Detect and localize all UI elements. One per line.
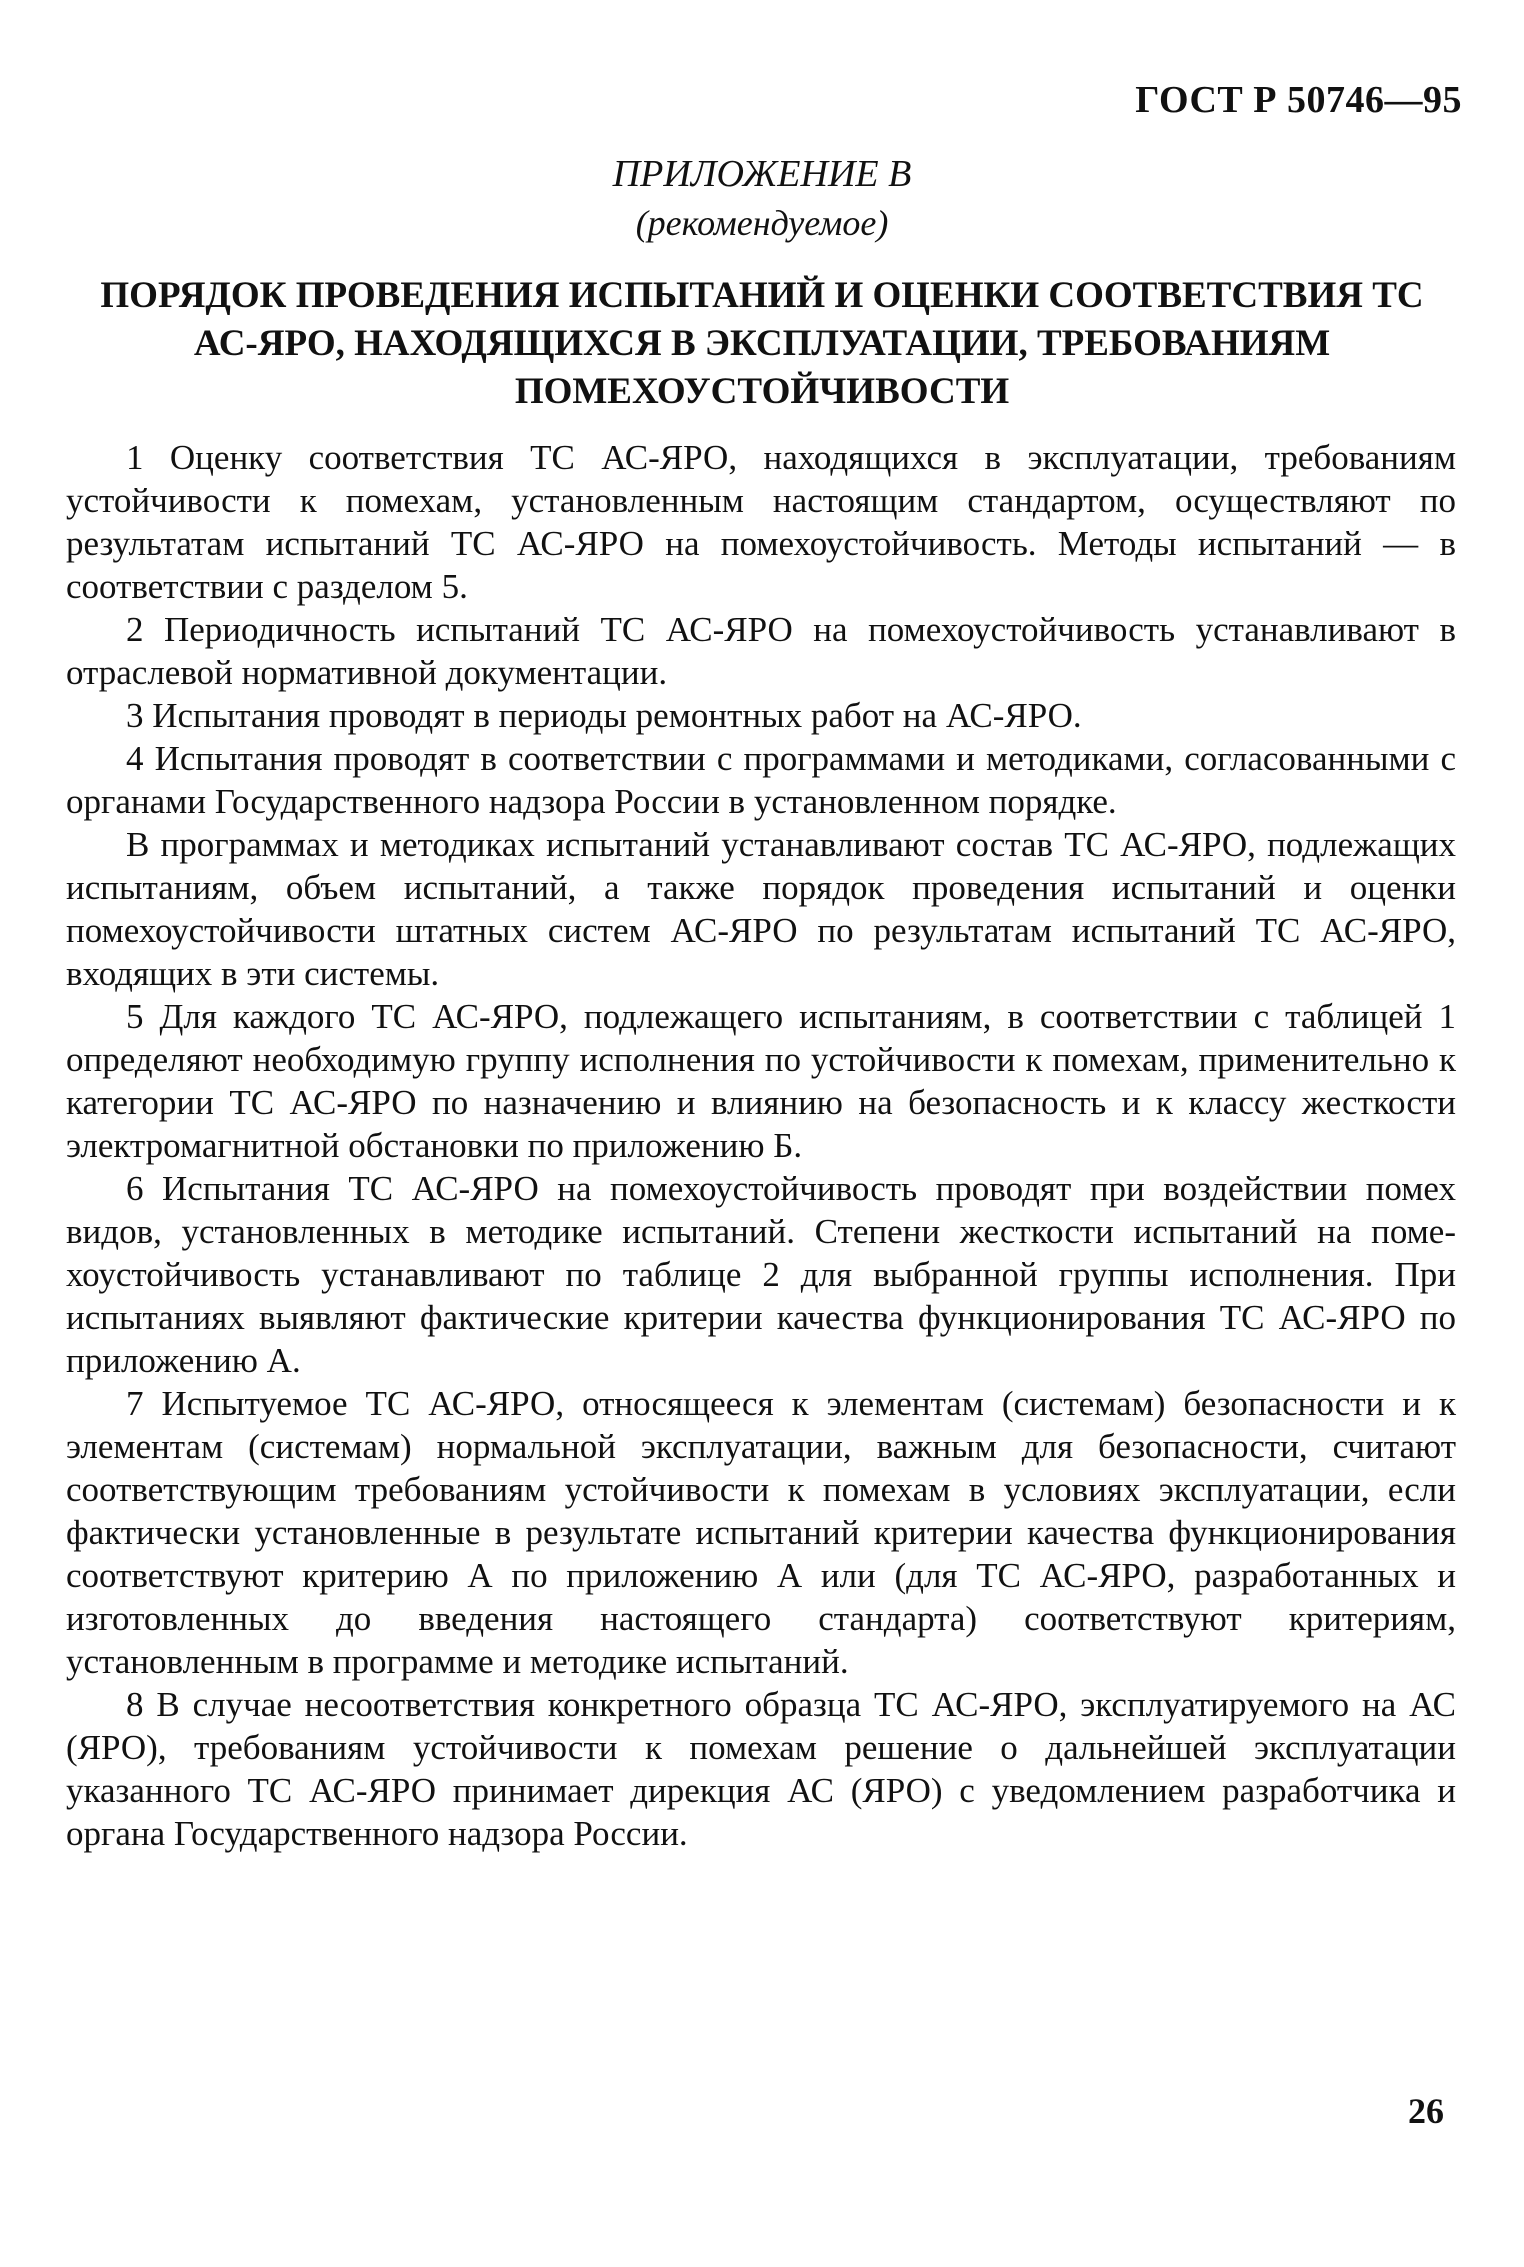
page-number: 26 <box>1408 2091 1444 2131</box>
section-title-line: ПОРЯДОК ПРОВЕДЕНИЯ ИСПЫТАНИЙ И ОЦЕНКИ СООТВЕТСТВИЯ ТС <box>100 275 1424 316</box>
section-title <box>90 272 1434 416</box>
paragraph-6: 6 Испытания ТС АС-ЯРО на помехоустойчивость проводят при воздействии помех видов, установленных в методике испытаний. Степени жесткости испытаний на помехоустойчивость устанавливают по таблице 2 для выбранной группы исполнения. При испытаниях выявляют фактические критерии качества функционирования ТС АС-ЯРО по приложению А. <box>66 1169 1456 1380</box>
paragraph-1: 1 Оценку соответствия ТС АС-ЯРО, находящихся в эксплуатации, требованиям устойчивости к помехам, установленным настоящим стандартом, осуществляют по результатам испытаний ТС АС-ЯРО на помехоустойчивость. Методы испытаний — в соответствии с разделом 5. <box>66 438 1456 606</box>
paragraph-7: 7 Испытуемое ТС АС-ЯРО, относящееся к элементам (системам) безопасности и к элементам (системам) нормальной эксплуатации, важным для безопасности, считают соответствующим требованиям устойчивости к помехам в условиях эксплуатации, если фактически установленные в результате испытаний критерии качества функционирования соответствуют критерию А по приложению А или (для ТС АС-ЯРО, разработанных и изготовленных до введения настоящего стандарта) соответствуют критериям, установленным в программе и методике испытаний. <box>66 1384 1456 1681</box>
document-code: ГОСТ Р 50746—95 <box>1135 79 1462 121</box>
section-title-line: АС-ЯРО, НАХОДЯЩИХСЯ В ЭКСПЛУАТАЦИИ, ТРЕБОВАНИЯМ <box>193 323 1331 364</box>
paragraph-5: 5 Для каждого ТС АС-ЯРО, подлежащего испытаниям, в соответствии с таблицей 1 определяют необходимую группу исполнения по устойчивости к помехам, применительно к категории ТС АС-ЯРО по назначению и влиянию на безопасность и к классу жесткости электромагнитной обстановки по приложению Б. <box>66 997 1456 1165</box>
paragraph-3: 3 Испытания проводят в периоды ремонтных работ на АС-ЯРО. <box>126 696 1082 735</box>
paragraph-4: 4 Испытания проводят в соответствии с программами и методиками, согласованными с органами Государственного надзора России в установленном порядке. <box>66 739 1456 821</box>
paragraph-8: 8 В случае несоответствия конкретного образца ТС АС-ЯРО, эксплуатируемого на АС (ЯРО), требованиям устойчивости к помехам решение о дальнейшей эксплуатации указанного ТС АС-ЯРО принимает дирекция АС (ЯРО) с уведомлением разработчика и органа Государственного надзора России. <box>66 1685 1456 1853</box>
appendix-status: (рекомендуемое) <box>635 203 889 243</box>
appendix-title: ПРИЛОЖЕНИЕ В <box>612 153 912 195</box>
paragraph-2: 2 Периодичность испытаний ТС АС-ЯРО на помехоустойчивость устанавливают в отраслевой нормативной документации. <box>66 610 1456 692</box>
section-title-line: ПОМЕХОУСТОЙЧИВОСТИ <box>514 371 1010 412</box>
document-body <box>66 436 1456 1855</box>
paragraph-4-continued: В программах и методиках испытаний устанавливают состав ТС АС-ЯРО, подлежащих испытаниям, объем испытаний, а также порядок проведения испытаний и оценки помехоустойчивости штатных систем АС-ЯРО по результатам испытаний ТС АС-ЯРО, входящих в эти системы. <box>66 825 1456 993</box>
